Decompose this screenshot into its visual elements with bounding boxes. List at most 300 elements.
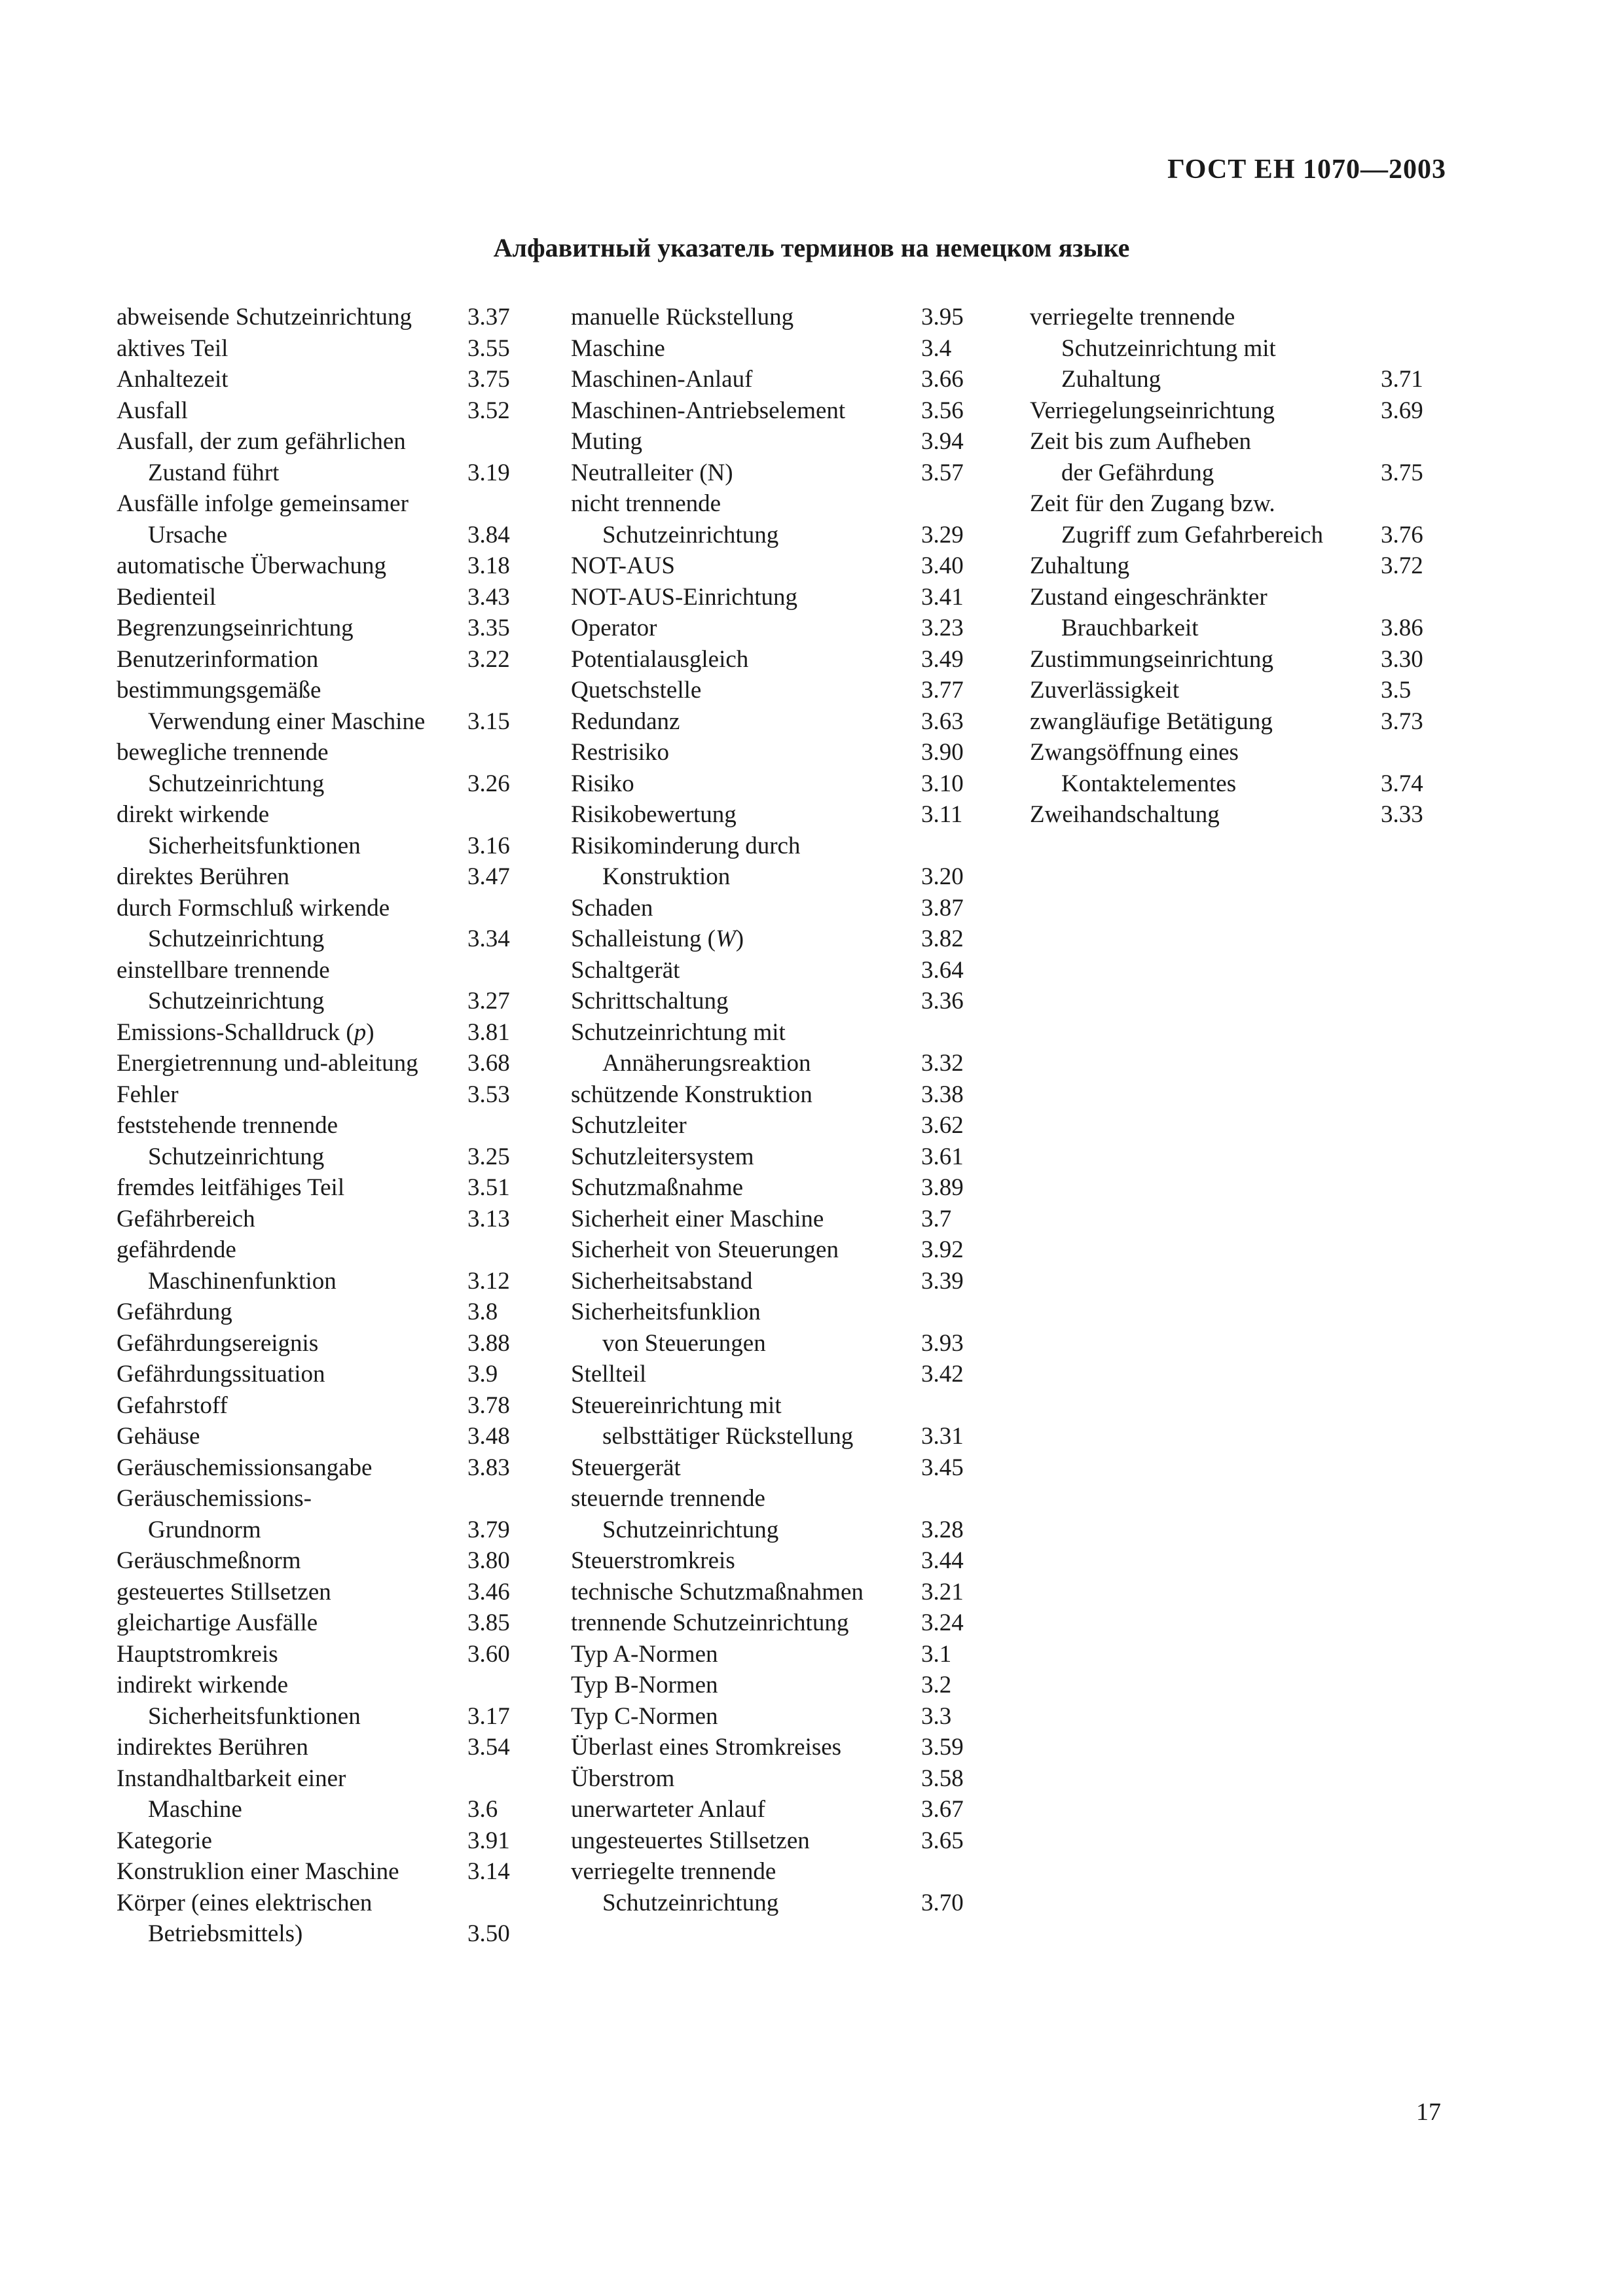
index-column-1 — [117, 302, 510, 1950]
index-entry — [117, 333, 510, 365]
index-ref-number: 3.60 — [467, 1640, 510, 1668]
index-ref-number: 3.47 — [467, 863, 510, 890]
index-term: Typ A-Normen — [571, 1640, 718, 1668]
index-term: Gefahrstoff — [117, 1391, 228, 1419]
index-term: Begrenzungseinrichtung — [117, 615, 354, 641]
index-ref-number: 3.26 — [467, 770, 510, 797]
index-ref-number: 3.68 — [467, 1050, 510, 1077]
index-entry — [1030, 582, 1423, 644]
index-ref-number: 3.11 — [921, 801, 963, 828]
index-ref-number: 3.33 — [1381, 801, 1423, 828]
index-term: Überstrom — [571, 1765, 675, 1792]
index-ref-number: 3.17 — [467, 1702, 510, 1730]
index-term: manuelle Rückstellung — [571, 304, 794, 331]
index-ref-number: 3.57 — [921, 459, 964, 486]
index-ref-number: 3.86 — [1381, 615, 1423, 641]
index-term: Gehäuse — [117, 1423, 200, 1450]
index-term: gefährdende — [117, 1236, 236, 1263]
index-term: Geräuschmeßnorm — [117, 1547, 301, 1574]
index-term: Bedienteil — [117, 583, 217, 611]
index-ref-number: 3.54 — [467, 1734, 510, 1761]
index-entry — [117, 1297, 498, 1328]
index-term: schützende Konstruktion — [571, 1081, 812, 1108]
index-ref-number: 3.76 — [1381, 521, 1423, 548]
index-entry — [117, 1452, 510, 1484]
index-entry — [117, 1670, 510, 1732]
index-term: Überlast eines Stromkreises — [571, 1734, 842, 1761]
index-entry — [117, 1639, 510, 1670]
index-ref-number: 3.61 — [921, 1143, 964, 1170]
index-entry — [117, 955, 510, 1017]
index-entry — [571, 1141, 964, 1173]
index-term-continuation: Schutzeinrichtung — [148, 925, 325, 952]
index-entry — [571, 1856, 964, 1918]
index-entry — [571, 675, 964, 706]
index-ref-number: 3.35 — [467, 615, 510, 641]
index-ref-number: 3.84 — [467, 521, 510, 548]
index-ref-number: 3.48 — [467, 1423, 510, 1450]
index-term: Schaden — [571, 894, 653, 922]
index-term: feststehende trennende — [117, 1112, 338, 1139]
index-entry — [117, 395, 510, 427]
index-ref-number: 3.55 — [467, 334, 510, 362]
index-ref-number: 3.46 — [467, 1578, 510, 1605]
index-entry — [1030, 395, 1423, 427]
index-term: fremdes leitfähiges Teil — [117, 1174, 345, 1201]
index-ref-number: 3.79 — [467, 1516, 510, 1543]
index-ref-number: 3.25 — [467, 1143, 510, 1170]
index-ref-number: 3.16 — [467, 832, 510, 859]
index-entry — [117, 1234, 510, 1297]
index-term: bewegliche trennende — [117, 739, 329, 766]
index-entry — [117, 1545, 510, 1577]
index-entry — [117, 1079, 510, 1111]
index-ref-number: 3.67 — [921, 1796, 964, 1823]
index-entry — [117, 861, 510, 893]
index-entry — [117, 1390, 510, 1422]
index-ref-number: 3.44 — [921, 1547, 964, 1574]
index-column-2 — [571, 302, 964, 1918]
index-ref-number: 3.3 — [921, 1702, 952, 1730]
index-ref-number: 3.42 — [921, 1361, 964, 1388]
index-term-continuation: Sicherheitsfunktionen — [148, 1702, 361, 1730]
index-ref-number: 3.39 — [921, 1267, 964, 1295]
index-entry — [117, 364, 510, 395]
index-term-continuation: Ursache — [148, 521, 228, 548]
index-term: Zustimmungseinrichtung — [1030, 645, 1274, 673]
index-ref-number: 3.31 — [921, 1423, 964, 1450]
index-ref-number: 3.74 — [1381, 770, 1423, 797]
index-term: Zwangsöffnung eines — [1030, 739, 1239, 766]
index-term: Zuverlässigkeit — [1030, 677, 1180, 704]
index-term-continuation: Schutzeinrichtung mit — [1061, 334, 1276, 362]
index-ref-number: 3.32 — [921, 1050, 964, 1077]
index-entry — [571, 893, 964, 924]
index-entry — [571, 706, 964, 738]
index-ref-number: 3.28 — [921, 1516, 964, 1543]
index-ref-number: 3.20 — [921, 863, 964, 890]
index-term-continuation: Zustand führt — [148, 459, 280, 486]
index-entry — [117, 1483, 510, 1545]
index-term: Instandhaltbarkeit einer — [117, 1765, 346, 1792]
index-term: Sicherheit von Steuerungen — [571, 1236, 839, 1263]
index-term: Steuergerät — [571, 1454, 681, 1481]
index-entry — [571, 1483, 964, 1545]
index-ref-number: 3.15 — [467, 708, 510, 735]
index-entry — [1030, 488, 1423, 550]
index-ref-number: 3.36 — [921, 988, 964, 1014]
index-entry — [1030, 550, 1423, 582]
index-term: zwangläufige Betätigung — [1030, 708, 1273, 735]
index-ref-number: 3.10 — [921, 770, 964, 797]
index-ref-number: 3.93 — [921, 1329, 964, 1357]
index-ref-number: 3.81 — [467, 1018, 510, 1046]
index-entry — [571, 1204, 952, 1235]
index-term: Steuereinrichtung mit — [571, 1391, 782, 1419]
index-term: Ausfall, der zum gefährlichen — [117, 428, 406, 455]
index-ref-number: 3.72 — [1381, 552, 1423, 579]
index-term: direktes Berühren — [117, 863, 290, 890]
index-term: Schrittschaltung — [571, 988, 729, 1014]
index-entry — [571, 1670, 952, 1701]
index-term-continuation: von Steuerungen — [602, 1329, 766, 1357]
index-column-3 — [1030, 302, 1423, 831]
index-term: Geräuschemissionsangabe — [117, 1454, 373, 1481]
index-term: Restrisiko — [571, 739, 670, 766]
index-entry — [571, 1172, 964, 1204]
index-term: indirektes Berühren — [117, 1734, 308, 1761]
index-term: Schutzleiter — [571, 1112, 687, 1139]
index-entry — [117, 488, 510, 550]
index-term: Gefährdungsereignis — [117, 1329, 319, 1357]
index-term: automatische Überwachung — [117, 552, 386, 579]
index-term: Zuhaltung — [1030, 552, 1130, 579]
index-ref-number: 3.23 — [921, 615, 964, 641]
index-entry — [117, 644, 510, 675]
index-term: Hauptstromkreis — [117, 1640, 278, 1668]
index-term-continuation: Betriebsmittels) — [148, 1920, 303, 1947]
index-ref-number: 3.82 — [921, 925, 964, 952]
index-term: bestimmungsgemäße — [117, 677, 321, 704]
index-ref-number: 3.1 — [921, 1640, 952, 1668]
index-term: nicht trennende — [571, 490, 721, 517]
index-term-continuation: Brauchbarkeit — [1061, 615, 1199, 641]
index-entry — [571, 1825, 964, 1857]
index-entry — [571, 1359, 964, 1390]
index-entry — [571, 1017, 964, 1079]
index-entry — [117, 1048, 510, 1079]
index-entry — [571, 333, 952, 365]
index-ref-number: 3.75 — [1381, 459, 1423, 486]
index-entry — [571, 457, 964, 489]
index-entry — [117, 1888, 510, 1950]
index-term-continuation: Schutzeinrichtung — [602, 521, 779, 548]
index-term-continuation: Sicherheitsfunktionen — [148, 832, 361, 859]
index-ref-number: 3.40 — [921, 552, 964, 579]
index-entry — [117, 1763, 498, 1825]
index-term: Maschine — [571, 334, 665, 362]
index-ref-number: 3.52 — [467, 397, 510, 424]
index-entry — [117, 613, 510, 644]
index-ref-number: 3.94 — [921, 428, 964, 455]
index-entry — [571, 924, 964, 955]
index-entry — [1030, 302, 1423, 395]
index-term: Sicherheitsabstand — [571, 1267, 753, 1295]
index-term: steuernde trennende — [571, 1485, 765, 1512]
index-entry — [1030, 706, 1423, 738]
index-term: Schalleistung (W) — [571, 925, 744, 952]
index-term-continuation: Maschine — [148, 1796, 242, 1823]
index-ref-number: 3.43 — [467, 583, 510, 611]
index-ref-number: 3.59 — [921, 1734, 964, 1761]
index-ref-number: 3.87 — [921, 894, 964, 922]
index-ref-number: 3.8 — [467, 1299, 498, 1325]
index-term-continuation: Zugriff zum Gefahrbereich — [1061, 521, 1323, 548]
index-term-continuation: Schutzeinrichtung — [148, 988, 325, 1014]
index-term: Sicherheitsfunklion — [571, 1299, 761, 1325]
index-ref-number: 3.78 — [467, 1391, 510, 1419]
index-term: Konstruklion einer Maschine — [117, 1858, 399, 1885]
index-entry — [117, 1204, 510, 1235]
index-entry — [571, 1234, 964, 1266]
index-entry — [571, 1701, 952, 1732]
index-ref-number: 3.95 — [921, 304, 964, 331]
index-entry — [571, 799, 963, 831]
index-ref-number: 3.2 — [921, 1672, 952, 1698]
index-entry — [571, 1079, 964, 1111]
index-entry — [571, 1452, 964, 1484]
index-term: technische Schutzmaßnahmen — [571, 1578, 864, 1605]
index-term: Schutzeinrichtung mit — [571, 1018, 786, 1046]
index-term: Kategorie — [117, 1827, 212, 1854]
index-term: Zweihandschaltung — [1030, 801, 1220, 828]
index-entry — [571, 1763, 964, 1795]
index-term: gesteuertes Stillsetzen — [117, 1578, 331, 1605]
index-entry — [571, 1390, 964, 1452]
index-entry — [571, 1732, 964, 1763]
index-term: Ausfälle infolge gemeinsamer — [117, 490, 409, 517]
index-entry — [571, 488, 964, 550]
index-entry — [117, 1856, 510, 1888]
index-entry — [117, 1017, 510, 1049]
index-ref-number: 3.66 — [921, 366, 964, 393]
index-entry — [117, 582, 510, 613]
index-entry — [571, 613, 964, 644]
index-ref-number: 3.77 — [921, 677, 964, 704]
index-term: Energietrennung und-ableitung — [117, 1050, 418, 1077]
index-term-continuation: Maschinenfunktion — [148, 1267, 337, 1295]
index-entry — [117, 426, 510, 488]
index-ref-number: 3.22 — [467, 645, 510, 673]
index-term: Maschinen-Antriebselement — [571, 397, 846, 424]
index-ref-number: 3.30 — [1381, 645, 1423, 673]
index-term-continuation: Konstruktion — [602, 863, 731, 890]
index-ref-number: 3.21 — [921, 1578, 964, 1605]
index-entry — [117, 675, 510, 737]
index-ref-number: 3.24 — [921, 1609, 964, 1636]
index-entry — [571, 1110, 964, 1141]
index-ref-number: 3.38 — [921, 1081, 964, 1108]
index-term: Geräuschemissions- — [117, 1485, 312, 1512]
index-term-continuation: der Gefährdung — [1061, 459, 1214, 486]
index-ref-number: 3.4 — [921, 334, 952, 362]
index-term-continuation: selbsttätiger Rückstellung — [602, 1423, 854, 1450]
index-entry — [117, 1359, 498, 1390]
index-entry — [1030, 737, 1423, 799]
index-entry — [571, 395, 964, 427]
index-term-continuation: Verwendung einer Maschine — [148, 708, 426, 735]
index-ref-number: 3.53 — [467, 1081, 510, 1108]
index-entry — [117, 1577, 510, 1608]
index-ref-number: 3.51 — [467, 1174, 510, 1201]
index-term-continuation: Zuhaltung — [1061, 366, 1161, 393]
index-entry — [571, 1607, 964, 1639]
index-ref-number: 3.45 — [921, 1454, 964, 1481]
index-ref-number: 3.80 — [467, 1547, 510, 1574]
index-entry — [117, 799, 510, 861]
index-ref-number: 3.65 — [921, 1827, 964, 1854]
index-ref-number: 3.64 — [921, 956, 964, 984]
index-ref-number: 3.6 — [467, 1796, 498, 1823]
index-entry — [571, 986, 964, 1017]
index-ref-number: 3.12 — [467, 1267, 510, 1295]
index-term: NOT-AUS — [571, 552, 675, 579]
index-ref-number: 3.19 — [467, 459, 510, 486]
index-term: Schaltgerät — [571, 956, 680, 984]
index-term: gleichartige Ausfälle — [117, 1609, 318, 1636]
page-title: Алфавитный указатель терминов на немецком языке — [493, 233, 1130, 262]
index-term: Gefährbereich — [117, 1205, 255, 1232]
index-term: NOT-AUS-Einrichtung — [571, 583, 797, 611]
standard-code: ГОСТ ЕН 1070—2003 — [1167, 154, 1446, 185]
index-term: Gefährdungssituation — [117, 1361, 325, 1388]
index-term: einstellbare trennende — [117, 956, 330, 984]
index-term: Risikominderung durch — [571, 832, 801, 859]
index-entry — [117, 1607, 510, 1639]
index-entry — [571, 1577, 964, 1608]
index-term: verriegelte trennende — [1030, 304, 1235, 331]
index-ref-number: 3.85 — [467, 1609, 510, 1636]
index-term: Neutralleiter (N) — [571, 459, 733, 486]
index-term: abweisende Schutzeinrichtung — [117, 304, 412, 331]
index-term: Quetschstelle — [571, 677, 702, 704]
index-ref-number: 3.88 — [467, 1329, 510, 1357]
index-entry — [1030, 799, 1423, 831]
index-term: Maschinen-Anlauf — [571, 366, 753, 393]
index-entry — [117, 1328, 510, 1359]
index-term-continuation: Schutzeinrichtung — [148, 770, 325, 797]
index-term: Sicherheit einer Maschine — [571, 1205, 824, 1232]
index-ref-number: 3.92 — [921, 1236, 964, 1263]
index-ref-number: 3.18 — [467, 552, 510, 579]
index-ref-number: 3.27 — [467, 988, 510, 1014]
index-entry — [117, 302, 510, 333]
index-entry — [117, 1825, 510, 1857]
index-term: aktives Teil — [117, 334, 228, 362]
index-term: Muting — [571, 428, 642, 455]
index-entry — [571, 768, 964, 800]
index-entry — [571, 831, 964, 893]
index-ref-number: 3.62 — [921, 1112, 964, 1139]
page-number: 17 — [1416, 2098, 1441, 2126]
index-entry — [117, 1732, 510, 1763]
index-term-continuation: Schutzeinrichtung — [602, 1889, 779, 1916]
index-term: durch Formschluß wirkende — [117, 894, 390, 922]
index-term: Fehler — [117, 1081, 179, 1108]
index-term: Anhaltezeit — [117, 366, 228, 393]
index-ref-number: 3.37 — [467, 304, 510, 331]
index-ref-number: 3.63 — [921, 708, 964, 735]
index-term: Schutzleitersystem — [571, 1143, 754, 1170]
index-entry — [571, 1266, 964, 1297]
index-entry — [117, 550, 510, 582]
index-entry — [1030, 644, 1423, 675]
index-term-continuation: Schutzeinrichtung — [602, 1516, 779, 1543]
index-entry — [571, 302, 964, 333]
index-entry — [571, 364, 964, 395]
index-entry — [571, 582, 964, 613]
index-term: Zeit für den Zugang bzw. — [1030, 490, 1275, 517]
index-entry — [571, 426, 964, 457]
index-ref-number: 3.14 — [467, 1858, 510, 1885]
index-term: Körper (eines elektrischen — [117, 1889, 373, 1916]
index-ref-number: 3.73 — [1381, 708, 1423, 735]
index-entry — [117, 893, 510, 955]
index-term: Zeit bis zum Aufheben — [1030, 428, 1252, 455]
index-ref-number: 3.89 — [921, 1174, 964, 1201]
index-entry — [571, 1545, 964, 1577]
index-ref-number: 3.29 — [921, 521, 964, 548]
index-term: ungesteuertes Stillsetzen — [571, 1827, 810, 1854]
index-term: Benutzerinformation — [117, 645, 319, 673]
index-entry — [571, 955, 964, 986]
index-term-continuation: Annäherungsreaktion — [602, 1050, 811, 1077]
index-entry — [571, 1297, 964, 1359]
index-ref-number: 3.34 — [467, 925, 510, 952]
index-term-continuation: Schutzeinrichtung — [148, 1143, 325, 1170]
index-ref-number: 3.49 — [921, 645, 964, 673]
index-term-continuation: Grundnorm — [148, 1516, 261, 1543]
index-term: unerwarteter Anlauf — [571, 1796, 765, 1823]
index-ref-number: 3.5 — [1381, 677, 1412, 704]
index-entry — [117, 1172, 510, 1204]
index-ref-number: 3.91 — [467, 1827, 510, 1854]
index-entry — [571, 1639, 952, 1670]
index-entry — [1030, 426, 1423, 488]
index-term: verriegelte trennende — [571, 1858, 776, 1885]
index-term: Verriegelungseinrichtung — [1030, 397, 1275, 424]
index-ref-number: 3.58 — [921, 1765, 964, 1792]
index-ref-number: 3.41 — [921, 583, 964, 611]
index-term: Risikobewertung — [571, 801, 737, 828]
index-ref-number: 3.13 — [467, 1205, 510, 1232]
index-term: Typ C-Normen — [571, 1702, 718, 1730]
index-term: Steuerstromkreis — [571, 1547, 735, 1574]
index-term: Potentialausgleich — [571, 645, 749, 673]
index-ref-number: 3.70 — [921, 1889, 964, 1916]
index-term: Schutzmaßnahme — [571, 1174, 744, 1201]
index-term: Ausfall — [117, 397, 188, 424]
index-ref-number: 3.83 — [467, 1454, 510, 1481]
index-ref-number: 3.90 — [921, 739, 964, 766]
index-entry — [117, 1421, 510, 1452]
index-term: Emissions-Schalldruck (p) — [117, 1018, 374, 1046]
index-entry — [117, 1110, 510, 1172]
index-entry — [571, 737, 964, 768]
index-entry — [117, 737, 510, 799]
index-entry — [1030, 675, 1412, 706]
index-term: Typ B-Normen — [571, 1672, 718, 1698]
